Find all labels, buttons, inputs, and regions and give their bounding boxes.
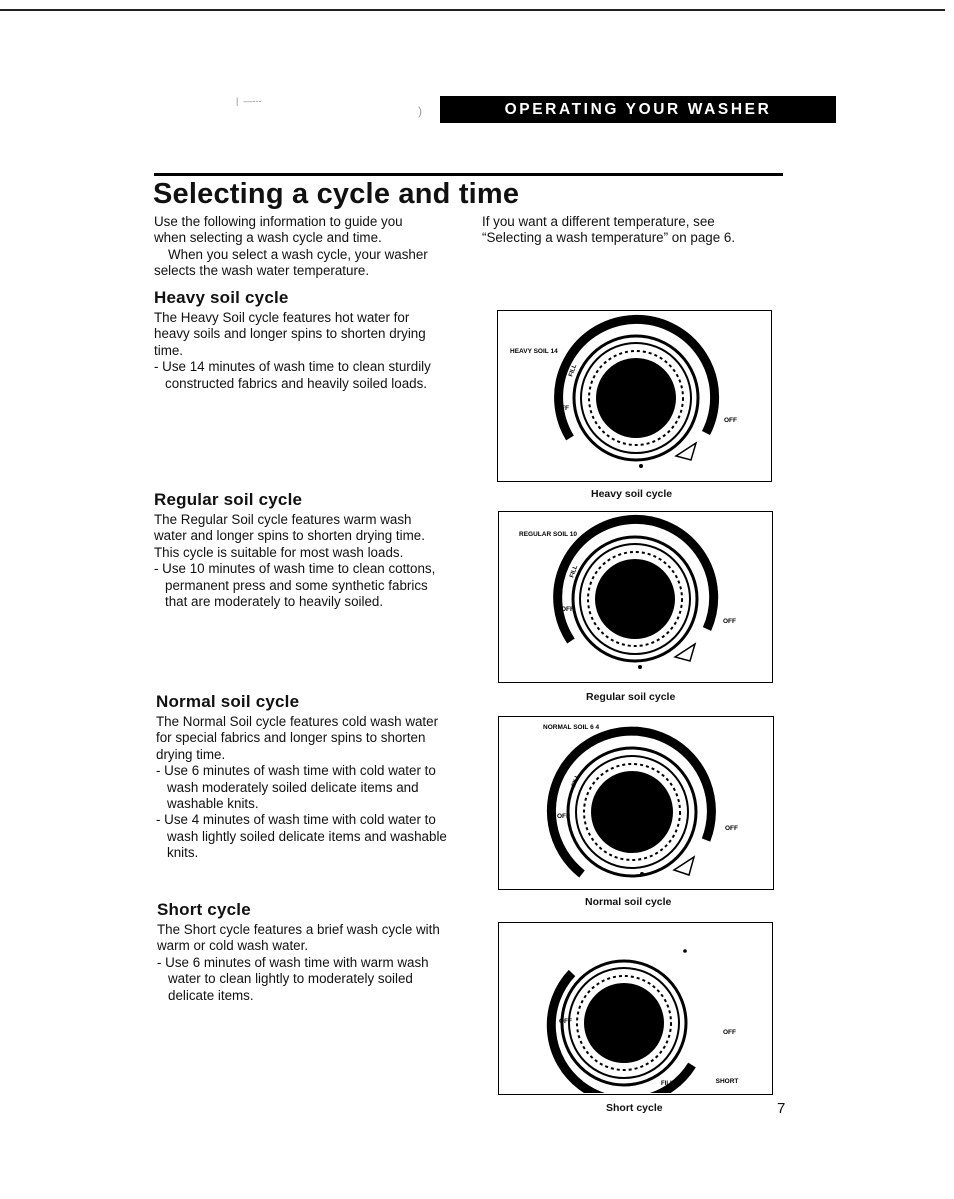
text-line: “Selecting a wash temperature” on page 6. xyxy=(482,230,736,246)
page-number: 7 xyxy=(777,1100,786,1117)
dial-knob xyxy=(595,559,675,639)
text-line: - Use 14 minutes of wash time to clean sturdily xyxy=(154,359,431,375)
off-left-label: OFF xyxy=(559,1018,572,1025)
short-cycle-section xyxy=(157,900,477,1004)
normal-soil-heading: Normal soil cycle xyxy=(156,692,300,711)
fill-label: FILL xyxy=(571,773,582,788)
fill-label: FILL xyxy=(661,1081,674,1087)
off-right-label: OFF xyxy=(725,825,738,832)
text-line: water and longer spins to shorten drying time. xyxy=(154,528,425,544)
figure-caption: Normal soil cycle xyxy=(585,896,672,908)
dial-knob xyxy=(591,771,673,853)
text-line: washable knits. xyxy=(167,796,259,812)
text-line: selects the wash water temperature. xyxy=(154,263,370,279)
text-line: - Use 6 minutes of wash time with cold water to xyxy=(156,763,436,779)
regular-soil-heading: Regular soil cycle xyxy=(154,490,303,509)
text-line: The Normal Soil cycle features cold wash water xyxy=(156,714,439,729)
normal-soil-bullet xyxy=(156,763,476,812)
figure-caption: Regular soil cycle xyxy=(586,691,676,703)
regular-soil-section xyxy=(154,490,474,610)
text-line: - Use 6 minutes of wash time with warm wash xyxy=(157,954,429,970)
text-line: - Use 4 minutes of wash time with cold water to xyxy=(156,812,436,828)
normal-soil-body xyxy=(156,714,476,763)
regular-soil-body xyxy=(154,512,474,561)
text-line: The Heavy Soil cycle features hot water for xyxy=(154,310,410,325)
text-line: constructed fabrics and heavily soiled loads. xyxy=(165,375,428,391)
text-line: knits. xyxy=(167,845,199,861)
figure-normal-soil xyxy=(498,716,774,890)
intro-paragraph xyxy=(154,214,474,280)
dial-knob xyxy=(596,358,676,438)
text-line: that are moderately to heavily soiled. xyxy=(165,594,384,610)
dial-knob xyxy=(584,983,664,1063)
timer-dial-short xyxy=(499,923,771,1093)
text-line: wash moderately soiled delicate items and xyxy=(167,779,419,795)
text-line: warm or cold wash water. xyxy=(157,938,309,954)
normal-soil-bullet xyxy=(156,812,476,861)
cycle-marker xyxy=(676,443,696,460)
text-line: Use the following information to guide you xyxy=(154,214,403,229)
scan-artifact: ) xyxy=(418,104,422,118)
text-line: delicate items. xyxy=(168,987,254,1003)
off-right-label: OFF xyxy=(724,417,737,424)
heavy-soil-bullet xyxy=(154,359,474,392)
scan-artifact: | —--- xyxy=(236,96,262,106)
text-line: for special fabrics and longer spins to shorten xyxy=(156,730,426,746)
heavy-soil-heading: Heavy soil cycle xyxy=(154,288,289,307)
heavy-soil-body xyxy=(154,310,474,359)
short-cycle-body xyxy=(157,922,477,955)
figure-short-cycle xyxy=(498,922,773,1095)
short-cycle-bullet xyxy=(157,955,477,1004)
regular-soil-bullet xyxy=(154,561,474,610)
text-line: drying time. xyxy=(156,746,226,762)
fill-label: FILL xyxy=(568,363,579,378)
section-header-bar xyxy=(440,96,836,123)
heavy-soil-section xyxy=(154,288,474,392)
dot-marker xyxy=(638,665,642,669)
text-line: wash lightly soiled delicate items and washable xyxy=(167,828,447,844)
figure-caption: Heavy soil cycle xyxy=(591,488,673,500)
cycle-marker xyxy=(674,857,694,875)
text-line: The Short cycle features a brief wash cycle with xyxy=(157,922,440,937)
figure-heavy-soil xyxy=(497,310,772,482)
text-line: time. xyxy=(154,342,184,358)
off-right-label: OFF xyxy=(723,1029,736,1036)
cycle-label: REGULAR SOIL 10 xyxy=(519,531,578,538)
text-line: when selecting a wash cycle and time. xyxy=(154,230,382,246)
cycle-marker xyxy=(675,644,695,661)
section-title: OPERATING YOUR WASHER xyxy=(504,100,772,118)
text-line: If you want a different temperature, see xyxy=(482,214,715,229)
text-line: - Use 10 minutes of wash time to clean cottons, xyxy=(154,561,436,577)
temperature-note xyxy=(482,214,782,247)
fill-label: FILL xyxy=(569,564,580,579)
dot-marker xyxy=(683,949,687,953)
text-line: permanent press and some synthetic fabrics xyxy=(165,577,428,593)
dot-marker xyxy=(639,464,643,468)
short-cycle-heading: Short cycle xyxy=(157,900,251,919)
timer-dial-heavy xyxy=(498,311,770,480)
figure-regular-soil xyxy=(498,511,773,683)
off-left-label: OFF xyxy=(561,606,574,613)
off-left-label: OFF xyxy=(556,405,569,412)
top-rule xyxy=(0,9,945,11)
cycle-label: HEAVY SOIL 14 xyxy=(510,348,558,355)
dot-marker xyxy=(640,872,644,876)
text-line: The Regular Soil cycle features warm wash xyxy=(154,512,412,527)
timer-dial-regular xyxy=(499,512,771,681)
cycle-label: SHORT xyxy=(715,1078,739,1085)
page-title: Selecting a cycle and time xyxy=(153,178,520,210)
text-line: This cycle is suitable for most wash loads. xyxy=(154,544,404,560)
figure-caption: Short cycle xyxy=(606,1102,663,1114)
text-line: heavy soils and longer spins to shorten drying xyxy=(154,326,426,342)
timer-dial-normal xyxy=(499,717,772,888)
off-right-label: OFF xyxy=(723,618,736,625)
text-line: water to clean lightly to moderately soiled xyxy=(168,971,413,987)
off-left-label: OFF xyxy=(557,813,570,820)
normal-soil-section xyxy=(156,692,476,862)
cycle-label: NORMAL SOIL 6 4 xyxy=(543,724,600,731)
text-line: When you select a wash cycle, your washer xyxy=(168,246,428,262)
